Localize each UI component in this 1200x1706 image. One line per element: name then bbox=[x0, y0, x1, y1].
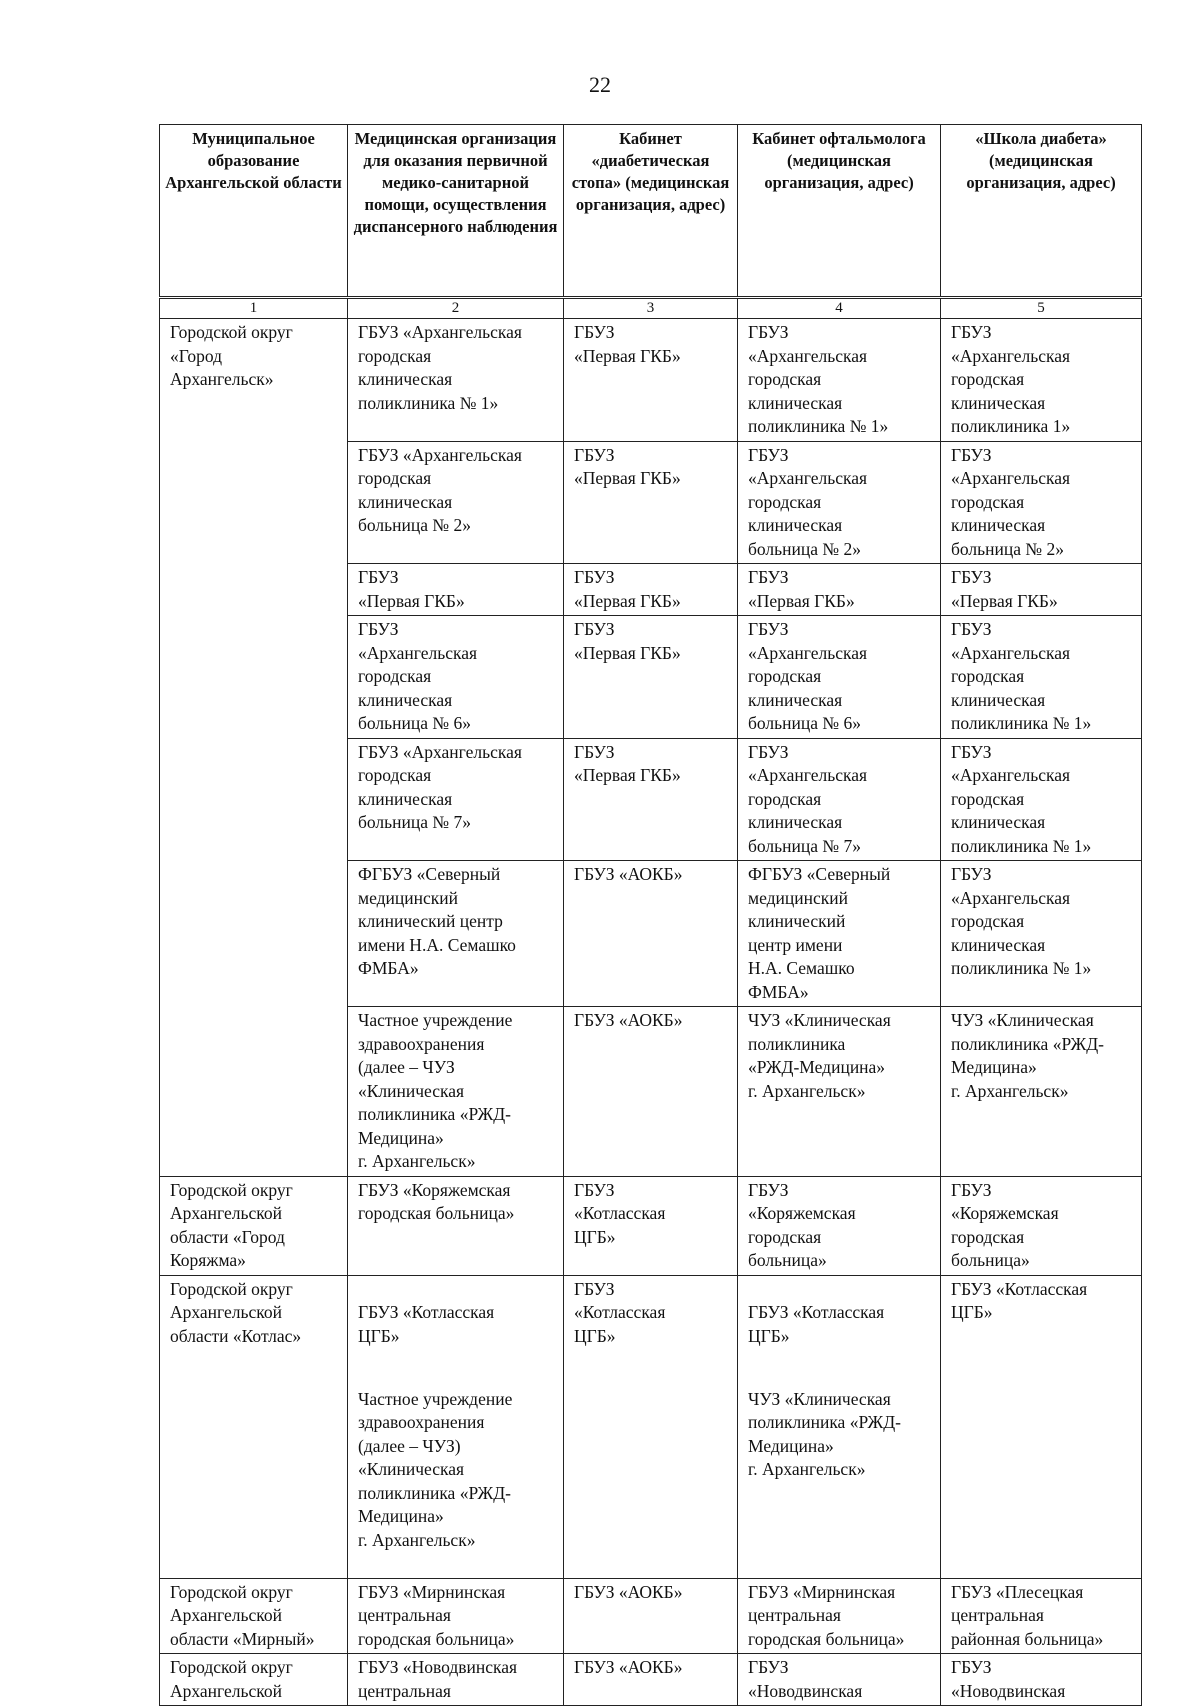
diabetic-foot-cell: ГБУЗ «АОКБ» bbox=[564, 1578, 738, 1654]
ophthalmologist-cell: ГБУЗ «Коряжемская городская больница» bbox=[738, 1176, 941, 1275]
page-number: 22 bbox=[589, 72, 611, 97]
diabetic-foot-cell: ГБУЗ «Котласская ЦГБ» bbox=[564, 1176, 738, 1275]
diabetes-school-cell: ГБУЗ «Архангельская городская клиническая больница № 2» bbox=[941, 441, 1142, 564]
diabetes-school-cell: ГБУЗ «Новодвинская bbox=[941, 1654, 1142, 1706]
diabetes-school-cell: ГБУЗ «Плесецкая центральная районная больница» bbox=[941, 1578, 1142, 1654]
ophthalmologist-cell: ФГБУЗ «Северный медицинский клинический центр имени Н.А. Семашко ФМБА» bbox=[738, 861, 941, 1007]
header-municipality: Муниципальное образование Архангельской области bbox=[160, 125, 348, 298]
ophthalmologist-cell: ГБУЗ «Мирнинская центральная городская больница» bbox=[738, 1578, 941, 1654]
ophthalmologist-entry: ГБУЗ «Котласская ЦГБ» bbox=[748, 1302, 885, 1346]
diabetes-school-cell: ГБУЗ «Первая ГКБ» bbox=[941, 564, 1142, 616]
organization-cell: Частное учреждение здравоохранения (далее – ЧУЗ «Клиническая поликлиника «РЖД- Медицина» г. Архангельск» bbox=[348, 1007, 564, 1177]
organization-cell: ГБУЗ «Архангельская городская клиническая больница № 2» bbox=[348, 441, 564, 564]
diabetes-school-cell: ГБУЗ «Коряжемская городская больница» bbox=[941, 1176, 1142, 1275]
header-medical-organization: Медицинская организация для оказания первичной медико-санитарной помощи, осуществления диспансерного наблюдения bbox=[348, 125, 564, 298]
column-number: 5 bbox=[941, 298, 1142, 319]
diabetes-school-cell: ГБУЗ «Архангельская городская клиническая поликлиника № 1» bbox=[941, 861, 1142, 1007]
ophthalmologist-cell: ГБУЗ «Первая ГКБ» bbox=[738, 564, 941, 616]
organization-cell bbox=[348, 1275, 564, 1578]
table-row bbox=[160, 1275, 1142, 1578]
diabetes-school-cell: ГБУЗ «Архангельская городская клиническая поликлиника № 1» bbox=[941, 738, 1142, 861]
header-ophthalmologist-office: Кабинет офтальмолога (медицинская организация, адрес) bbox=[738, 125, 941, 298]
table-row bbox=[160, 1654, 1142, 1706]
municipality-cell: Городской округ Архангельской области «Город Коряжма» bbox=[160, 1176, 348, 1275]
header-diabetes-school: «Школа диабета» (медицинская организация, адрес) bbox=[941, 125, 1142, 298]
table-row bbox=[160, 1176, 1142, 1275]
organization-cell: ГБУЗ «Архангельская городская клиническая больница № 7» bbox=[348, 738, 564, 861]
ophthalmologist-cell: ГБУЗ «Архангельская городская клиническая больница № 6» bbox=[738, 616, 941, 739]
ophthalmologist-cell: ГБУЗ «Архангельская городская клиническая больница № 2» bbox=[738, 441, 941, 564]
table-row bbox=[160, 1578, 1142, 1654]
header-diabetic-foot-office: Кабинет «диабетическая стопа» (медицинская организация, адрес) bbox=[564, 125, 738, 298]
ophthalmologist-entry: ЧУЗ «Клиническая поликлиника «РЖД- Медицина» г. Архангельск» bbox=[748, 1388, 902, 1479]
ophthalmologist-cell: ГБУЗ «Архангельская городская клиническая поликлиника № 1» bbox=[738, 319, 941, 442]
organization-cell: ГБУЗ «Мирнинская центральная городская больница» bbox=[348, 1578, 564, 1654]
organization-cell: ГБУЗ «Архангельская городская клиническая поликлиника № 1» bbox=[348, 319, 564, 442]
column-number: 4 bbox=[738, 298, 941, 319]
diabetic-foot-cell: ГБУЗ «Первая ГКБ» bbox=[564, 738, 738, 861]
diabetic-foot-cell: ГБУЗ «АОКБ» bbox=[564, 1007, 738, 1177]
municipality-cell: Городской округ Архангельской области «Котлас» bbox=[160, 1275, 348, 1578]
ophthalmologist-cell: ГБУЗ «Архангельская городская клиническая больница № 7» bbox=[738, 738, 941, 861]
diabetic-foot-cell: ГБУЗ «АОКБ» bbox=[564, 1654, 738, 1706]
diabetic-foot-cell: ГБУЗ «Первая ГКБ» bbox=[564, 441, 738, 564]
diabetes-school-cell: ГБУЗ «Архангельская городская клиническая поликлиника № 1» bbox=[941, 616, 1142, 739]
diabetes-care-table bbox=[159, 124, 1142, 1706]
column-number: 1 bbox=[160, 298, 348, 319]
municipality-cell: Городской округ Архангельской области «Мирный» bbox=[160, 1578, 348, 1654]
organization-cell: ГБУЗ «Новодвинская центральная bbox=[348, 1654, 564, 1706]
diabetic-foot-cell: ГБУЗ «Котласская ЦГБ» bbox=[564, 1275, 738, 1578]
municipality-cell: Городской округ Архангельской bbox=[160, 1654, 348, 1706]
column-number-row bbox=[160, 298, 1142, 319]
diabetes-school-cell: ЧУЗ «Клиническая поликлиника «РЖД- Медицина» г. Архангельск» bbox=[941, 1007, 1142, 1177]
diabetes-school-cell: ГБУЗ «Котласская ЦГБ» bbox=[941, 1275, 1142, 1578]
column-number: 3 bbox=[564, 298, 738, 319]
ophthalmologist-cell bbox=[738, 1275, 941, 1578]
municipality-cell: Городской округ «Город Архангельск» bbox=[160, 319, 348, 1177]
organization-entry: Частное учреждение здравоохранения (далее – ЧУЗ) «Клиническая поликлиника «РЖД- Медицина» г. Архангельск» bbox=[358, 1388, 513, 1550]
diabetic-foot-cell: ГБУЗ «Первая ГКБ» bbox=[564, 319, 738, 442]
table-header-row bbox=[160, 125, 1142, 298]
organization-cell: ГБУЗ «Архангельская городская клиническая больница № 6» bbox=[348, 616, 564, 739]
ophthalmologist-cell: ЧУЗ «Клиническая поликлиника «РЖД-Медицина» г. Архангельск» bbox=[738, 1007, 941, 1177]
organization-cell: ГБУЗ «Коряжемская городская больница» bbox=[348, 1176, 564, 1275]
ophthalmologist-cell: ГБУЗ «Новодвинская bbox=[738, 1654, 941, 1706]
diabetic-foot-cell: ГБУЗ «Первая ГКБ» bbox=[564, 564, 738, 616]
diabetic-foot-cell: ГБУЗ «АОКБ» bbox=[564, 861, 738, 1007]
table-row bbox=[160, 319, 1142, 442]
column-number: 2 bbox=[348, 298, 564, 319]
organization-entry: ГБУЗ «Котласская ЦГБ» bbox=[358, 1302, 495, 1346]
diabetic-foot-cell: ГБУЗ «Первая ГКБ» bbox=[564, 616, 738, 739]
organization-cell: ФГБУЗ «Северный медицинский клинический центр имени Н.А. Семашко ФМБА» bbox=[348, 861, 564, 1007]
diabetes-school-cell: ГБУЗ «Архангельская городская клиническая поликлиника 1» bbox=[941, 319, 1142, 442]
organization-cell: ГБУЗ «Первая ГКБ» bbox=[348, 564, 564, 616]
